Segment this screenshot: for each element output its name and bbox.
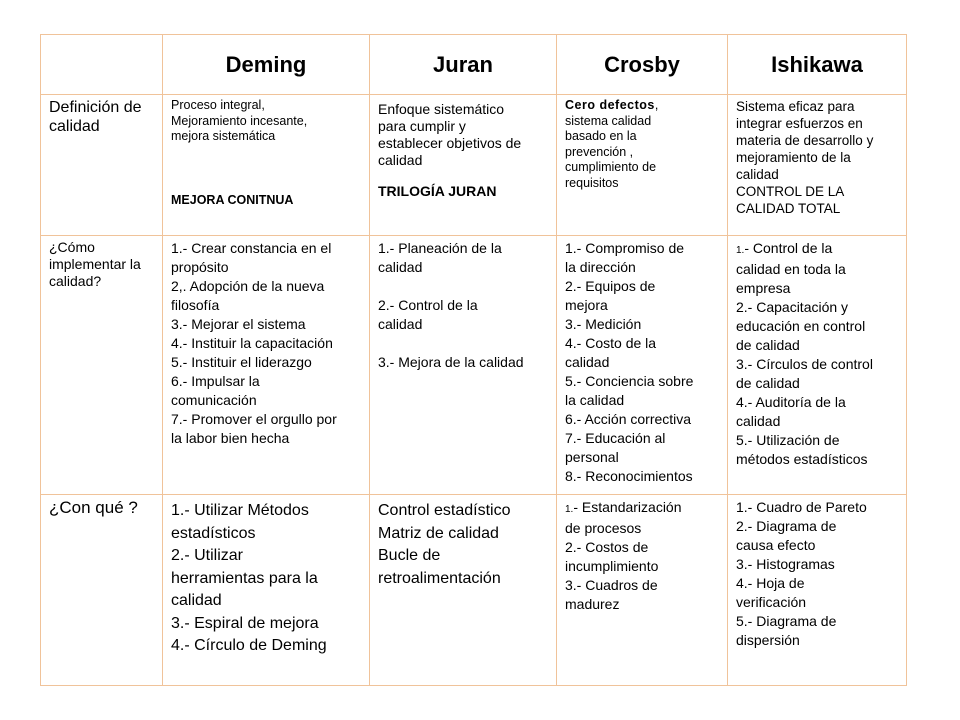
text-line: 3.- Cuadros de <box>565 577 658 593</box>
text-line: 2,. Adopción de la nueva <box>171 278 325 294</box>
text-line: cumplimiento de <box>565 160 657 174</box>
header-blank-cell <box>41 35 163 95</box>
text-line: estadísticos <box>171 524 256 542</box>
text-line: Mejoramiento incesante, <box>171 113 308 128</box>
text-line: 2.- Utilizar <box>171 547 244 564</box>
text-line: 2.- Control de la <box>378 297 478 313</box>
text-line: empresa <box>736 280 791 296</box>
text-line: comunicación <box>171 392 257 408</box>
emphasis-text: MEJORA CONITNUA <box>171 192 294 207</box>
text-fragment: - Control de la <box>744 240 833 256</box>
text-line: 1.- Crear constancia en el <box>171 240 332 256</box>
header-row <box>41 35 907 95</box>
cell-conque-crosby <box>557 495 728 686</box>
cell-como-crosby <box>557 236 728 495</box>
text-line: 7.- Promover el orgullo por <box>171 411 337 427</box>
text-line: calidad <box>736 167 779 182</box>
row-label-text: ¿Con qué ? <box>49 498 138 517</box>
text-line: basado en la <box>565 129 637 143</box>
cell-conque-deming <box>163 495 370 686</box>
text-line: calidad <box>378 259 423 275</box>
text-line: calidad <box>378 316 423 332</box>
text-line: mejora <box>565 297 608 313</box>
text-line: métodos estadísticos <box>736 451 868 467</box>
text-line: Proceso integral, <box>171 98 265 112</box>
text-line: calidad <box>736 413 781 429</box>
text-line: 1.- Planeación de la <box>378 240 502 256</box>
text-line: mejoramiento de la <box>736 150 851 165</box>
text-line: Matriz de calidad <box>378 524 499 542</box>
text-line: 5.- Diagrama de <box>736 613 837 629</box>
list-number: 1. <box>565 504 574 515</box>
text-line: calidad <box>565 354 610 370</box>
header-crosby: Crosby <box>557 35 728 95</box>
table-row-como <box>41 236 907 495</box>
text-line: verificación <box>736 594 807 610</box>
text-line: 5.- Instituir el liderazgo <box>171 354 312 370</box>
cell-como-juran <box>370 236 557 495</box>
header-juran: Juran <box>370 35 557 95</box>
cell-definicion-crosby <box>557 95 728 236</box>
text-line: CONTROL DE LA <box>736 184 845 199</box>
cell-definicion-ishikawa <box>728 95 907 236</box>
text-line: personal <box>565 449 619 465</box>
text-line: integrar esfuerzos en <box>736 116 863 131</box>
text-line: 7.- Educación al <box>565 430 666 446</box>
text-line: 2.- Equipos de <box>565 278 656 294</box>
text-line: 1.- Cuadro de Pareto <box>736 499 867 515</box>
text-line: 6.- Acción correctiva <box>565 411 692 427</box>
text-line: sistema calidad <box>565 113 652 128</box>
text-line: 5.- Conciencia sobre <box>565 373 694 389</box>
text-line: CALIDAD TOTAL <box>736 201 841 216</box>
cell-como-ishikawa <box>728 236 907 495</box>
text-line: causa efecto <box>736 537 816 553</box>
text-line: la dirección <box>565 259 636 275</box>
text-line: requisitos <box>565 175 619 190</box>
text-line: 2.- Costos de <box>565 539 649 555</box>
text-fragment: - Estandarización <box>573 499 682 515</box>
row-label-text: Definición de calidad <box>49 99 142 135</box>
emphasis-text: Cero defectos <box>565 98 655 112</box>
text-line: 4.- Costo de la <box>565 335 657 351</box>
text-line: incumplimiento <box>565 558 659 574</box>
text-line: materia de desarrollo y <box>736 133 874 148</box>
text-line: de calidad <box>736 375 800 391</box>
header-ishikawa: Ishikawa <box>728 35 907 95</box>
text-line: Sistema eficaz para <box>736 99 855 114</box>
text-line: 1.- Compromiso de <box>565 240 685 256</box>
text-line: la calidad <box>565 392 625 408</box>
cell-como-deming <box>163 236 370 495</box>
text-line: 4.- Instituir la capacitación <box>171 335 333 351</box>
text-line: 3.- Círculos de control <box>736 356 873 372</box>
emphasis-text: TRILOGÍA JURAN <box>378 183 497 199</box>
cell-definicion-deming <box>163 95 370 236</box>
text-line: de calidad <box>736 337 800 353</box>
text-line: calidad <box>171 592 222 609</box>
text-line: Bucle de <box>378 547 441 564</box>
row-label-text: ¿Cómo implementar la calidad? <box>49 239 141 289</box>
text-line: educación en control <box>736 318 866 334</box>
text-line: 1.- Utilizar Métodos <box>171 502 309 519</box>
text-line: 2.- Capacitación y <box>736 299 849 315</box>
text-line: calidad <box>378 152 423 168</box>
text-line: 5.- Utilización de <box>736 432 840 448</box>
row-label-como <box>41 236 163 495</box>
cell-definicion-juran <box>370 95 557 236</box>
text-line: 3.- Espiral de mejora <box>171 614 319 632</box>
cell-conque-juran <box>370 495 557 686</box>
text-line: 3.- Mejora de la calidad <box>378 354 524 370</box>
text-line: madurez <box>565 596 620 612</box>
text-line: prevención , <box>565 144 634 159</box>
text-line: retroalimentación <box>378 569 501 587</box>
text-line: 3.- Medición <box>565 316 642 332</box>
text-line: mejora sistemática <box>171 129 276 143</box>
text-line: la labor bien hecha <box>171 430 290 446</box>
list-number: 1. <box>736 245 745 256</box>
text-line: 2.- Diagrama de <box>736 518 837 534</box>
text-line: calidad en toda la <box>736 261 846 277</box>
text-line: 3.- Mejorar el sistema <box>171 316 306 332</box>
text-line: 6.- Impulsar la <box>171 373 260 389</box>
text-line: Control estadístico <box>378 502 511 519</box>
text-line: de procesos <box>565 520 642 536</box>
text-line: 4.- Hoja de <box>736 575 805 591</box>
text-line: 3.- Histogramas <box>736 556 835 572</box>
row-label-definicion <box>41 95 163 236</box>
text-line: Enfoque sistemático <box>378 101 505 117</box>
text-line: filosofía <box>171 297 220 313</box>
text-fragment: , <box>654 98 659 112</box>
text-line: propósito <box>171 259 229 275</box>
quality-comparison-table <box>40 34 907 686</box>
row-label-conque <box>41 495 163 686</box>
text-line: 4.- Auditoría de la <box>736 394 846 410</box>
text-line: 4.- Círculo de Deming <box>171 637 327 654</box>
text-line: 8.- Reconocimientos <box>565 468 693 484</box>
header-deming: Deming <box>163 35 370 95</box>
text-line: herramientas para la <box>171 569 318 587</box>
text-line: para cumplir y <box>378 118 466 134</box>
table-row-conque <box>41 495 907 686</box>
table-row-definicion <box>41 95 907 236</box>
text-line: establecer objetivos de <box>378 135 522 151</box>
cell-conque-ishikawa <box>728 495 907 686</box>
text-line: dispersión <box>736 632 800 648</box>
